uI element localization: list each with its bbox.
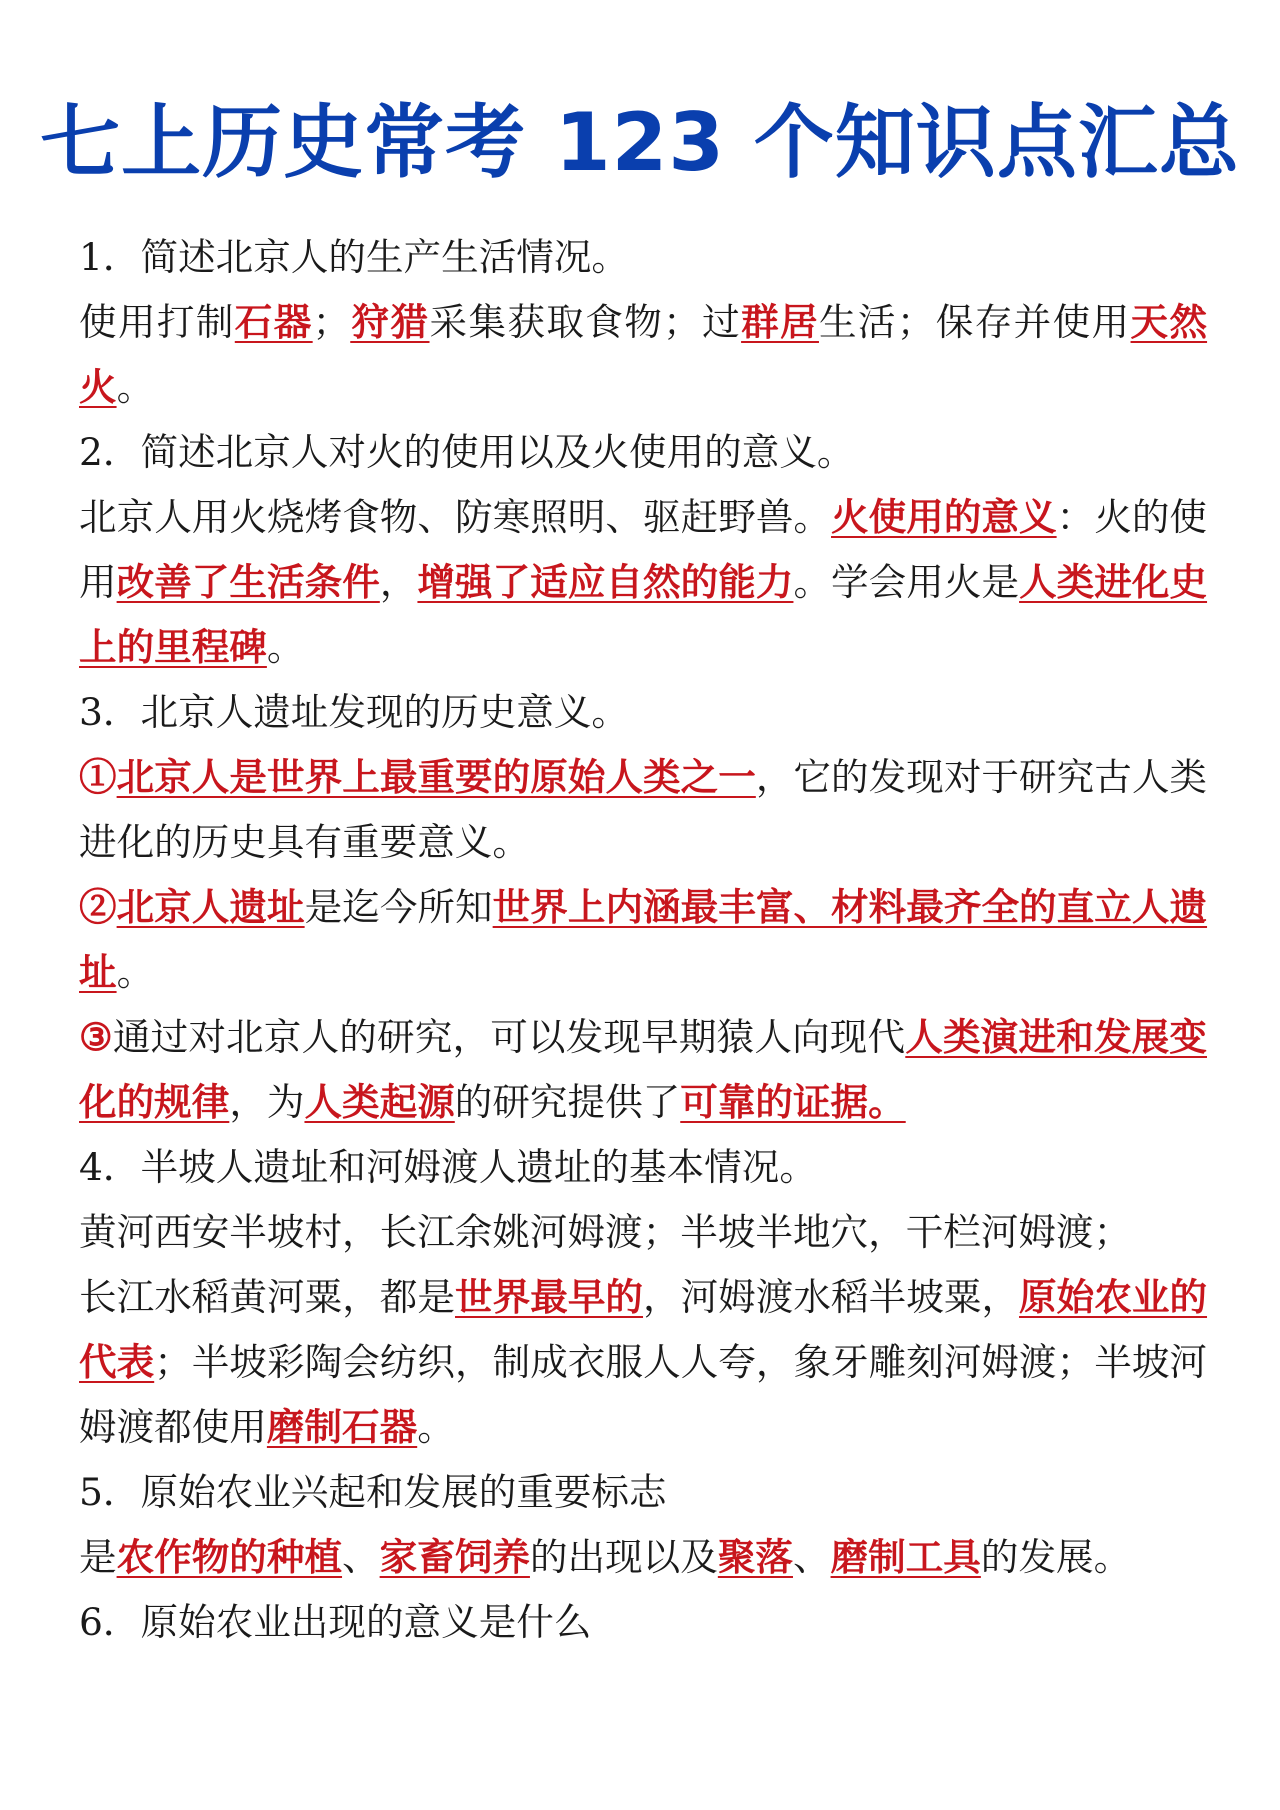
circled-number: ② [79,885,117,929]
key-point: 磨制工具 [830,1535,981,1579]
key-point: 磨制石器 [266,1405,418,1449]
question-2: 2．简述北京人对火的使用以及火使用的意义。 [79,430,855,474]
answer-3-point-3 [79,1005,1207,1135]
answer-text: 是 [79,1535,117,1579]
answer-text: 的出现以及 [529,1535,718,1579]
key-point: 石器 [234,300,313,344]
key-point: 可靠的证据。 [680,1080,906,1124]
key-point: 农作物的种植 [116,1535,343,1579]
answer-text: 北京人用火烧烤食物、防寒照明、驱赶野兽。 [79,495,832,539]
answer-text: 、 [792,1535,831,1579]
answer-text: 。 [116,365,155,409]
key-point: 火使用的意义 [831,495,1057,539]
answer-text: ；半坡彩陶会纺织，制成衣服人人夸，象牙雕刻河姆渡；半坡河姆渡都使用 [79,1340,1208,1449]
question-1: 1．简述北京人的生产生活情况。 [79,235,630,279]
key-point: 改善了生活条件 [116,560,380,604]
answer-4 [79,1265,1207,1460]
answer-1 [79,290,1207,420]
key-point: 世界上内涵最丰富、材料最齐全的直立人遗址 [79,885,1208,994]
question-6: 6．原始农业出现的意义是什么 [79,1600,592,1644]
answer-text: 是迄今所知 [304,885,493,929]
answer-text: ，河姆渡水稻半坡粟， [643,1275,1020,1319]
answer-text: 。 [266,625,305,669]
key-point: 狩猎 [350,300,430,344]
answer-text: 通过对北京人的研究，可以发现早期猿人向现代 [112,1015,906,1059]
answer-text: 。 [417,1405,455,1449]
answer-text: ， [379,560,418,604]
key-point: 家畜饲养 [379,1535,530,1579]
answer-2 [79,485,1207,680]
key-point: 人类起源 [304,1080,455,1124]
answer-3-point-1 [79,745,1207,875]
circled-number: ① [79,755,117,799]
key-point: 北京人是世界上最重要的原始人类之一 [116,755,756,799]
answer-text: ； [312,300,351,344]
answer-text: 的发展。 [980,1535,1132,1579]
answer-text: 、 [342,1535,380,1579]
answer-text: 使用打制 [79,300,235,344]
answer-text: 采集获取食物；过 [429,300,742,344]
key-point: 增强了适应自然的能力 [417,560,794,604]
key-point: 人类演进和发展变化的规律 [79,1015,1207,1124]
answer-text: ，为 [229,1080,305,1124]
page-title: 七上历史常考 123 个知识点汇总 [40,96,1240,189]
answer-text: 生活；保存并使用 [818,300,1131,344]
key-point: 人类进化史上的里程碑 [79,560,1208,669]
question-5: 5．原始农业兴起和发展的重要标志 [79,1470,667,1514]
answer-text: ，它的发现对于研究古人类进化的历史具有重要意义。 [79,755,1208,864]
key-point: 北京人遗址 [116,885,305,929]
key-point: 天然火 [79,300,1208,409]
question-3: 3．北京人遗址发现的历史意义。 [79,690,630,734]
answer-4-line-1: 黄河西安半坡村，长江余姚河姆渡；半坡半地穴，干栏河姆渡； [79,1210,1132,1254]
answer-text: 。学会用火是 [793,560,1020,604]
answer-text: 的研究提供了 [454,1080,681,1124]
circled-number: ③ [79,1015,113,1059]
answer-text: 长江水稻黄河粟，都是 [79,1275,456,1319]
key-point: 原始农业的代表 [79,1275,1208,1384]
answer-text: 。 [116,950,155,994]
question-4: 4．半坡人遗址和河姆渡人遗址的基本情况。 [79,1145,817,1189]
key-point: 世界最早的 [455,1275,644,1319]
content [79,225,1207,1655]
key-point: 群居 [741,300,819,344]
key-point: 聚落 [717,1535,793,1579]
answer-5 [79,1525,1207,1590]
answer-3-point-2 [79,875,1207,1005]
answer-text: ：火的使用 [79,495,1208,604]
